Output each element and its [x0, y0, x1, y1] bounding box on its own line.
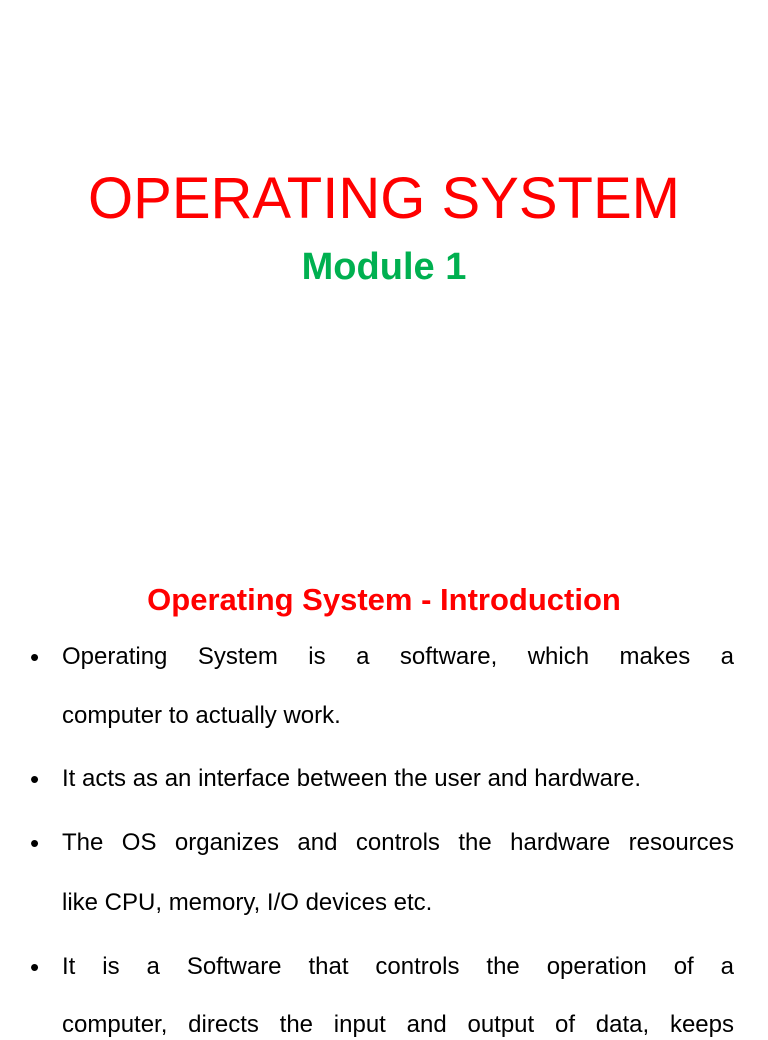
- bullet-line: Operating System is a software, which makes a: [62, 643, 734, 670]
- bullet-line: computer, directs the input and output of data, keeps: [62, 1011, 734, 1038]
- section-heading: Operating System - Introduction: [147, 582, 621, 617]
- bullet-line: computer to actually work.: [62, 702, 341, 729]
- bullet-marker: •: [30, 952, 40, 982]
- bullet-line: The OS organizes and controls the hardware resources: [62, 829, 734, 856]
- bullet-marker: •: [30, 764, 40, 794]
- bullet-line: It acts as an interface between the user and hardware.: [62, 765, 642, 792]
- slide-subtitle: Module 1: [301, 246, 467, 288]
- bullet-marker: •: [30, 828, 40, 858]
- bullet-line: It is a Software that controls the operation of a: [62, 953, 734, 980]
- bullet-line: like CPU, memory, I/O devices etc.: [62, 889, 433, 916]
- bullet-marker: •: [30, 642, 40, 672]
- slide-title: OPERATING SYSTEM: [88, 166, 680, 231]
